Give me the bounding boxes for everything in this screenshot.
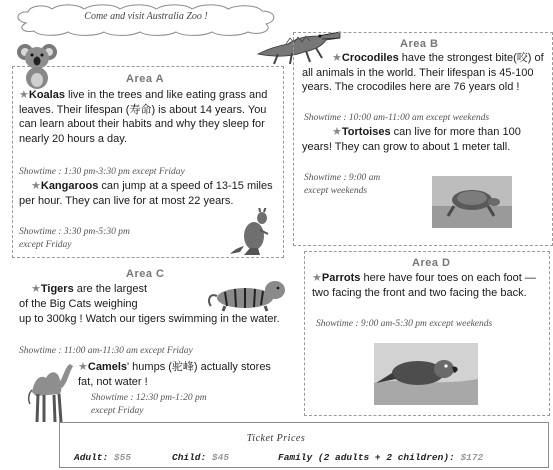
adult-ticket bbox=[74, 452, 131, 463]
area-d-parrots-text bbox=[312, 271, 544, 300]
koalas-description: live in the trees and like eating grass and leaves. Their lifespan (寿命) is about 14 years. You can learn about their habits and why they sleep for nearly 20 hours a day. bbox=[19, 89, 268, 145]
kangaroos-name: Kangaroos bbox=[40, 180, 99, 192]
area-a-title: Area A bbox=[126, 73, 165, 85]
star-icon: ★ bbox=[31, 180, 41, 192]
tigers-description-line3: up to 300kg ! Watch our tigers swimming in the water. bbox=[19, 313, 280, 325]
star-icon: ★ bbox=[31, 283, 41, 295]
tortoise-photo bbox=[432, 176, 512, 228]
ticket-prices-title: Ticket Prices bbox=[246, 433, 306, 444]
area-c-camels-text bbox=[78, 360, 278, 389]
tigers-name: Tigers bbox=[40, 283, 74, 295]
crocodiles-name: Crocodiles bbox=[341, 52, 399, 64]
banner-text: Come and visit Australia Zoo ! bbox=[84, 11, 208, 22]
adult-label: Adult: bbox=[74, 452, 109, 463]
star-icon: ★ bbox=[19, 89, 29, 101]
area-c-tigers-text bbox=[19, 282, 219, 297]
family-ticket bbox=[278, 452, 483, 463]
camels-name: Camels bbox=[87, 361, 128, 373]
kangaroo-icon bbox=[230, 208, 280, 256]
family-price: $172 bbox=[460, 452, 484, 463]
star-icon: ★ bbox=[312, 272, 322, 284]
crocodiles-description: have the strongest bite(咬) of all animals in the world. Their lifespan is 45-100 years. The crocodiles here are 76 years old ! bbox=[302, 52, 544, 93]
child-ticket bbox=[172, 452, 229, 463]
area-c-title: Area C bbox=[126, 268, 165, 280]
area-b-tortoises-text bbox=[302, 125, 547, 154]
crocodiles-showtime: Showtime : 10:00 am-11:00 am except weekends bbox=[304, 113, 490, 123]
tigers-description-line1: are the largest bbox=[73, 283, 148, 295]
parrot-photo bbox=[374, 343, 478, 405]
tortoises-showtime-line2: except weekends bbox=[304, 186, 368, 196]
child-label: Child: bbox=[172, 452, 207, 463]
tigers-description-line2: of the Big Cats weighing bbox=[19, 298, 138, 310]
tortoises-description: can live for more than 100 years! They can grow to about 1 meter tall. bbox=[302, 126, 521, 153]
area-b-crocodiles-text bbox=[302, 51, 547, 95]
camels-description: ' humps (驼峰) actually stores fat, not water ! bbox=[78, 361, 271, 388]
koalas-showtime: Showtime : 1:30 pm-3:30 pm except Friday bbox=[19, 167, 185, 177]
area-a-koalas-text bbox=[19, 88, 281, 146]
parrots-name: Parrots bbox=[321, 272, 361, 284]
child-price: $45 bbox=[211, 452, 230, 463]
area-a-kangaroos-text bbox=[19, 179, 281, 208]
camels-showtime-line2: except Friday bbox=[91, 406, 144, 416]
kangaroos-description: can jump at a speed of 13-15 miles per hour. They can live for at most 22 years. bbox=[19, 180, 273, 207]
tiger-icon bbox=[205, 274, 289, 312]
koalas-name: Koalas bbox=[28, 89, 65, 101]
family-label: Family (2 adults + 2 children): bbox=[278, 452, 455, 463]
area-d-title: Area D bbox=[412, 257, 451, 269]
star-icon: ★ bbox=[332, 126, 342, 138]
area-b-title: Area B bbox=[400, 38, 439, 50]
tortoises-name: Tortoises bbox=[341, 126, 391, 138]
star-icon: ★ bbox=[332, 52, 342, 64]
camel-icon bbox=[26, 358, 74, 424]
camels-showtime-line1: Showtime : 12:30 pm-1:20 pm bbox=[91, 393, 207, 403]
tortoises-showtime-line1: Showtime : 9:00 am bbox=[304, 173, 381, 183]
kangaroos-showtime-line1: Showtime : 3:30 pm-5:30 pm bbox=[19, 227, 130, 237]
kangaroos-showtime-line2: except Friday bbox=[19, 240, 72, 250]
star-icon: ★ bbox=[78, 361, 88, 373]
adult-price: $55 bbox=[113, 452, 132, 463]
tigers-showtime: Showtime : 11:00 am-11:30 am except Friday bbox=[19, 346, 193, 356]
parrots-showtime: Showtime : 9:00 am-5:30 pm except weekends bbox=[316, 319, 493, 329]
parrots-description: here have four toes on each foot — two facing the front and two facing the back. bbox=[312, 272, 536, 299]
